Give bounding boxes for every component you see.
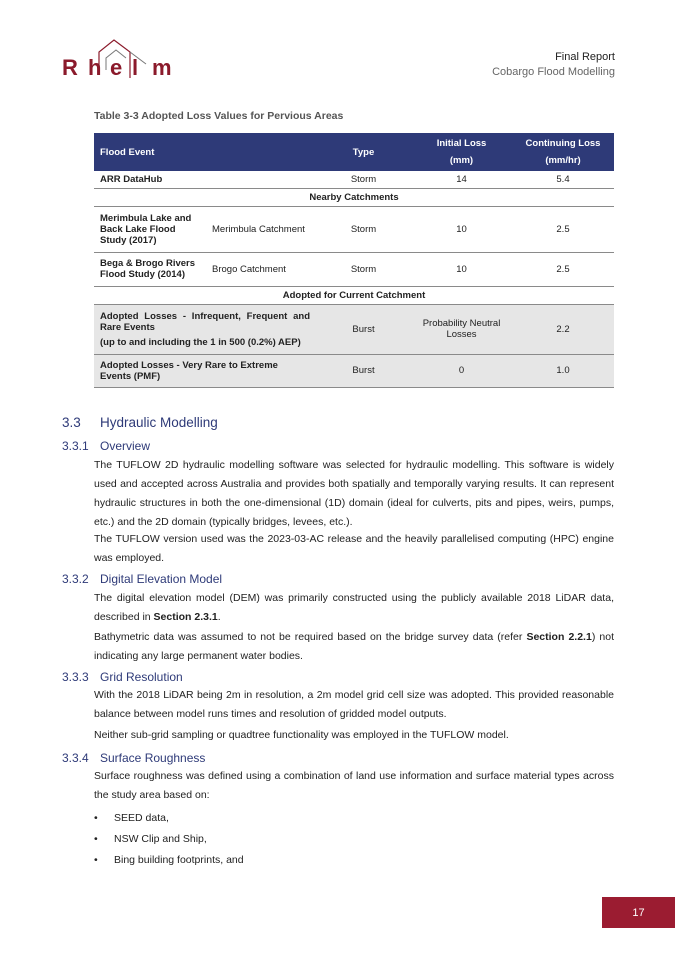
section-heading-3-3-2: 3.3.2 Digital Elevation Model (62, 572, 223, 586)
report-type: Final Report (555, 51, 615, 63)
section-heading-3-3-1: 3.3.1 Overview (62, 439, 151, 453)
bullet-icon: • (94, 812, 98, 824)
paragraph: The TUFLOW 2D hydraulic modelling software was selected for hydraulic modelling. This software is widely used and accepted across Australia and provides both spatially and temporally varying results. It can represent hydraulic structures in both the one-dimensional (1D) domain (ideal for culverts, pits and pipes, weirs, pumps, etc.) and the 2D domain (typically bridges, levees, etc.). (94, 459, 614, 528)
section-reference: Section 2.2.1 (526, 631, 592, 643)
col-continuing-loss: Continuing Loss (mm/hr) (512, 133, 614, 171)
paragraph: Neither sub-grid sampling or quadtree functionality was employed in the TUFLOW model. (94, 729, 509, 741)
list-item: • Bing building footprints, and (94, 850, 614, 871)
bullet-list (94, 808, 614, 871)
paragraph: The digital elevation model (DEM) was primarily constructed using the publicly available 2018 LiDAR data, described in Section 2.3.1. (94, 592, 614, 623)
section-heading-3-3-4: 3.3.4 Surface Roughness (62, 751, 206, 765)
adopted-loss-table (94, 133, 614, 388)
col-flood-event: Flood Event (94, 133, 316, 171)
bullet-icon: • (94, 854, 98, 866)
page-number: 17 (602, 897, 675, 928)
list-item: • NSW Clip and Ship, (94, 829, 614, 850)
paragraph: The TUFLOW version used was the 2023-03-AC release and the heavily parallelised computing (HPC) engine was employed. (94, 533, 614, 564)
table-caption: Table 3-3 Adopted Loss Values for Pervious Areas (94, 110, 344, 122)
project-name: Cobargo Flood Modelling (492, 66, 615, 78)
paragraph: With the 2018 LiDAR being 2m in resolution, a 2m model grid cell size was adopted. This provided reasonable balance between model runs times and resolution of gridded model outputs. (94, 689, 614, 720)
table-row: Adopted Losses - Very Rare to Extreme Events (PMF) Burst 0 1.0 (94, 354, 614, 387)
section-row-nearby: Nearby Catchments (94, 188, 614, 206)
report-header (492, 50, 615, 80)
col-initial-loss: Initial Loss (mm) (411, 133, 512, 171)
paragraph: Surface roughness was defined using a combination of land use information and surface material types across the study area based on: (94, 770, 614, 801)
bullet-icon: • (94, 833, 98, 845)
table-row: ARR DataHub Storm 14 5.4 (94, 171, 614, 188)
section-heading-3-3: 3.3 Hydraulic Modelling (62, 415, 218, 430)
col-type: Type (316, 133, 411, 171)
section-heading-3-3-3: 3.3.3 Grid Resolution (62, 670, 183, 684)
table-row: Adopted Losses - Infrequent, Frequent and Rare Events (up to and including the 1 in 500 (0.2%) AEP) Burst Probability Neutral Losses 2.2 (94, 304, 614, 354)
paragraph: Bathymetric data was assumed to not be required based on the bridge survey data (refer Section 2.2.1) not indicating any large permanent water bodies. (94, 631, 614, 662)
rhelm-logo: R h e l m (62, 38, 182, 82)
table-header-row (94, 133, 614, 171)
section-row-adopted: Adopted for Current Catchment (94, 286, 614, 304)
table-row: Bega & Brogo Rivers Flood Study (2014) Brogo Catchment Storm 10 2.5 (94, 252, 614, 286)
table-row: Merimbula Lake and Back Lake Flood Study (2017) Merimbula Catchment Storm 10 2.5 (94, 206, 614, 252)
section-reference: Section 2.3.1 (153, 611, 218, 623)
list-item: • SEED data, (94, 808, 614, 829)
